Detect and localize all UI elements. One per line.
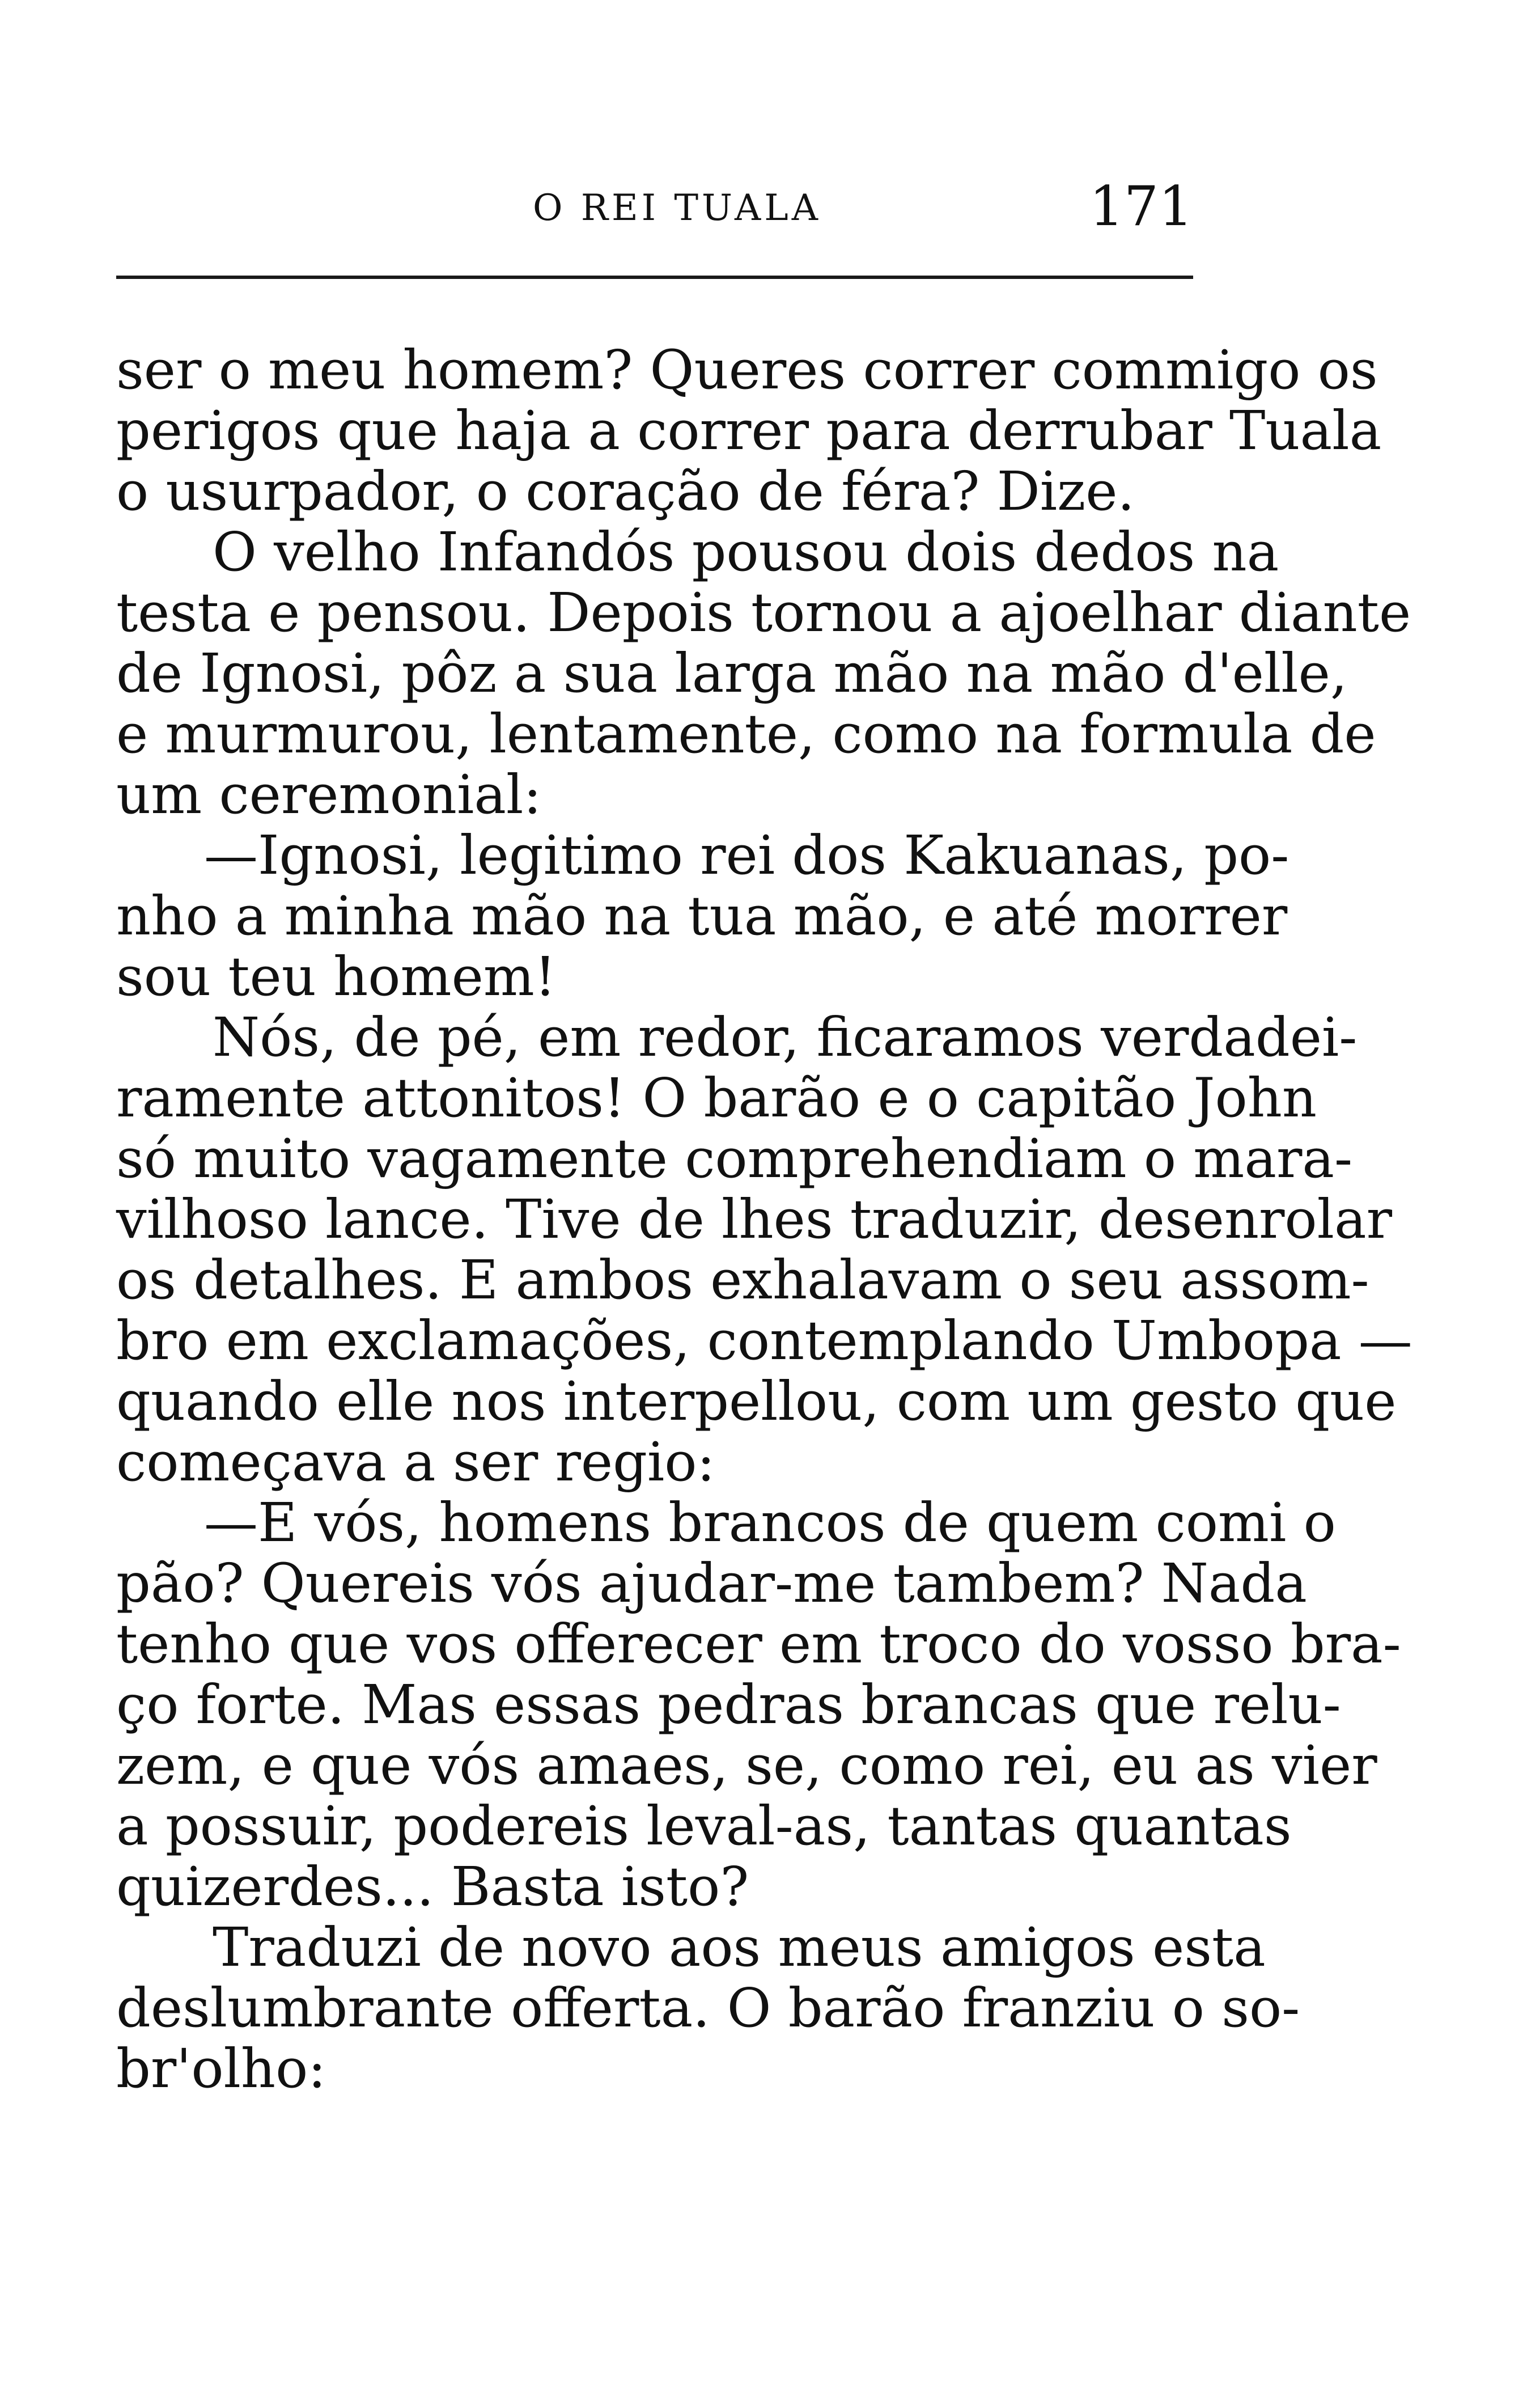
text-line: sou teu homem! [116, 946, 557, 1008]
text-line: pão? Quereis vós ajudar-me tambem? Nada [116, 1552, 1307, 1615]
page-number: 171 [1089, 175, 1193, 238]
text-line: começava a ser regio: [116, 1431, 715, 1493]
text-line: a possuir, podereis leval-as, tantas quantas [116, 1795, 1292, 1857]
text-line: tenho que vos offerecer em troco do vosso bra- [116, 1613, 1401, 1675]
text-line: testa e pensou. Depois tornou a ajoelhar diante [116, 582, 1411, 644]
text-line: perigos que haja a correr para derrubar Tuala [116, 400, 1382, 462]
dialog-line: —E vós, homens brancos de quem comi o [204, 1492, 1336, 1554]
text-line: deslumbrante offerta. O barão franziu o so- [116, 1977, 1300, 2039]
paragraph-start-line: Traduzi de novo aos meus amigos esta [213, 1916, 1266, 1979]
text-line: o usurpador, o coração de féra? Dize. [116, 460, 1135, 523]
text-line: nho a minha mão na tua mão, e até morrer [116, 885, 1288, 947]
text-line: vilhoso lance. Tive de lhes traduzir, desenrolar [116, 1188, 1393, 1251]
body-text [116, 339, 1413, 2100]
text-line: de Ignosi, pôz a sua larga mão na mão d'elle, [116, 642, 1348, 705]
dialog-line: —Ignosi, legitimo rei dos Kakuanas, po- [204, 824, 1290, 887]
header-rule [116, 276, 1193, 279]
text-line: um ceremonial: [116, 764, 542, 826]
text-line: ço forte. Mas essas pedras brancas que relu- [116, 1674, 1341, 1736]
text-line: br'olho: [116, 2038, 326, 2100]
running-title: O REI TUALA [533, 187, 821, 229]
text-line: ser o meu homem? Queres correr commigo os [116, 339, 1378, 401]
text-line: zem, e que vós amaes, se, como rei, eu as vier [116, 1734, 1377, 1797]
text-line: quizerdes... Basta isto? [116, 1856, 749, 1918]
text-line: quando elle nos interpellou, com um gesto que [116, 1370, 1397, 1433]
text-line: bro em exclamações, contemplando Umbopa — [116, 1310, 1413, 1372]
text-line: ramente attonitos! O barão e o capitão John [116, 1067, 1317, 1129]
text-line: os detalhes. E ambos exhalavam o seu assom- [116, 1249, 1369, 1311]
text-line: e murmurou, lentamente, como na formula de [116, 703, 1376, 765]
paragraph-start-line: O velho Infandós pousou dois dedos na [213, 521, 1279, 583]
running-head [116, 175, 1193, 248]
paragraph-start-line: Nós, de pé, em redor, ficaramos verdadei- [213, 1006, 1358, 1069]
text-line: só muito vagamente comprehendiam o mara- [116, 1128, 1353, 1190]
